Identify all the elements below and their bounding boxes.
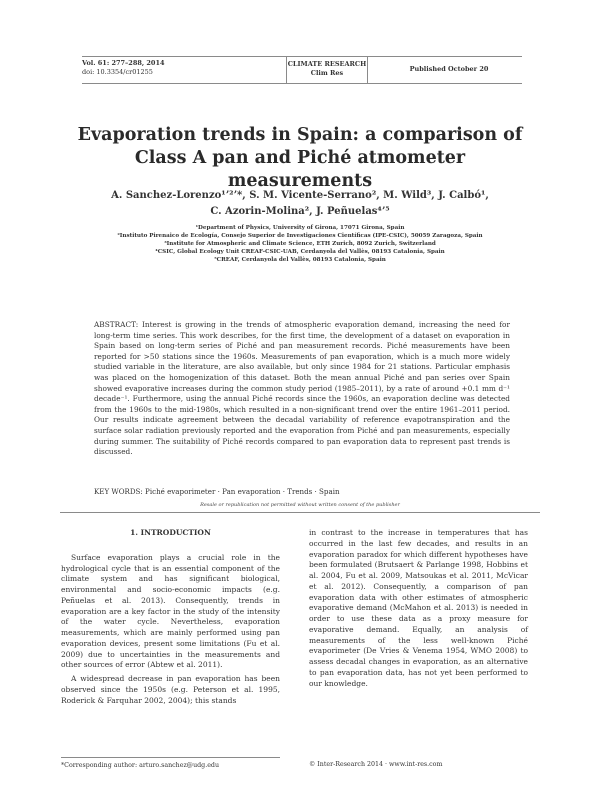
journal-header [82, 56, 522, 84]
journal-name: CLIMATE RESEARCH [287, 60, 367, 68]
abstract: ABSTRACT: Interest is growing in the trends of atmospheric evaporation demand, increasing the need for long-term time series. This work describes, for the first time, the development of a dataset on evaporation in Spain based on long-term series of Piché and pan measurement records. Piché measurements have been reported for >50 stations since the 1960s. Measurements of pan evaporation, which is a much more widely studied variable in the literature, are also available, but only since 1984 for 21 stations. Particular emphasis was placed on the homogenization of this dataset. Both the mean annual Piché and pan series over Spain showed evaporative increases during the common study period (1985–2011), by a rate of around +0.1 mm d⁻¹ decade⁻¹. Furthermore, using the annual Piché records since the 1960s, an evaporation decline was detected from the 1960s to the mid-1980s, which resulted in a non-significant trend over the entire 1961–2011 period. Our results indicate agreement between the decadal variability of reference evapotranspiration and the surface solar radiation previously reported and the evaporation from Piché and pan measurements, especially during summer. The suitability of Piché records compared to pan evaporation data to represent past trends is discussed. [94, 320, 510, 457]
title-line-1: Evaporation trends in Spain: a comparison of [77, 125, 523, 145]
resale-notice: Resale or republication not permitted without written consent of the publisher [60, 498, 540, 513]
journal-name-block [286, 57, 368, 83]
doi: doi: 10.3354/cr01255 [82, 68, 153, 76]
publication-date: Published October 20 [409, 65, 489, 73]
intro-paragraph-1: Surface evaporation plays a crucial role in the hydrological cycle that is an essential component of the climate system and has significant biological, environmental and socio-economic impacts (e.g. Peñuelas et al. 2013). Consequently, trends in evaporation are a key factor in the study of the intensity of the water cycle. Nevertheless, evaporation measurements, which are mainly performed using pan evaporation devices, present some limitations (Fu et al. 2009) due to uncertainties in the measurements and other sources of error (Abtew et al. 2011). [61, 552, 280, 670]
affiliation: ³Institute for Atmospheric and Climate Science, ETH Zurich, 8092 Zurich, Switzerland [164, 241, 436, 247]
authors-line-2: C. Azorin-Molina², J. Peñuelas⁴ʼ⁵ [210, 206, 390, 217]
affiliation: ⁵CREAF, Cerdanyola del Vallès, 08193 Catalonia, Spain [214, 257, 386, 263]
journal-abbrev: Clim Res [310, 69, 344, 77]
keywords: KEY WORDS: Piché evaporimeter · Pan evaporation · Trends · Spain [94, 487, 340, 496]
authors-line-1: A. Sanchez-Lorenzo¹ʼ²ʼ*, S. M. Vicente-Serrano², M. Wild³, J. Calbó¹, [111, 190, 489, 201]
affiliation: ⁴CSIC, Global Ecology Unit CREAF-CSIC-UAB, Cerdanyola del Vallès, 08193 Catalonia, Spain [155, 249, 445, 255]
section-heading: 1. INTRODUCTION [130, 528, 211, 537]
corresponding-author-footnote: *Corresponding author: arturo.sanchez@udg.edu [61, 757, 280, 769]
citation-block [82, 59, 165, 77]
affiliation: ²Instituto Pirenaico de Ecología, Consejo Superior de Investigaciones Científicas (IPE-CSIC), 50059 Zaragoza, Spain [117, 233, 483, 239]
intro-paragraph-2: A widespread decrease in pan evaporation has been observed since the 1950s (e.g. Peterson et al. 1995, Roderick & Farquhar 2002, 2004); this stands [61, 674, 280, 705]
affiliations [70, 224, 530, 264]
volume-info: Vol. 61: 277–288, 2014 [82, 59, 165, 67]
copyright-notice: © Inter-Research 2014 · www.int-res.com [309, 761, 443, 768]
article-title [60, 124, 540, 193]
title-line-2: Class A pan and Piché atmometer measurements [134, 148, 466, 191]
left-column [61, 528, 280, 706]
author-list [80, 188, 520, 220]
right-column [309, 528, 528, 689]
affiliation: ¹Department of Physics, University of Girona, 17071 Girona, Spain [195, 225, 405, 231]
intro-paragraph-continued: in contrast to the increase in temperatures that has occurred in the last few decades, and results in an evaporation paradox for which different hypotheses have been formulated (Brutsaert & Parlange 1998, Hobbins et al. 2004, Fu et al. 2009, Matsoukas et al. 2011, McVicar et al. 2012). Consequently, a comparison of pan evaporation data with other estimates of atmospheric evaporative demand (McMahon et al. 2013) is needed in order to use these data as a proxy measure for evaporative demand. Equally, an analysis of measurements of the less well-known Piché evaporimeter (De Vries & Venema 1954, WMO 2008) to assess decadal changes in evaporation, as an alternative to pan evaporation data, has not yet been performed to our knowledge. [309, 528, 528, 688]
